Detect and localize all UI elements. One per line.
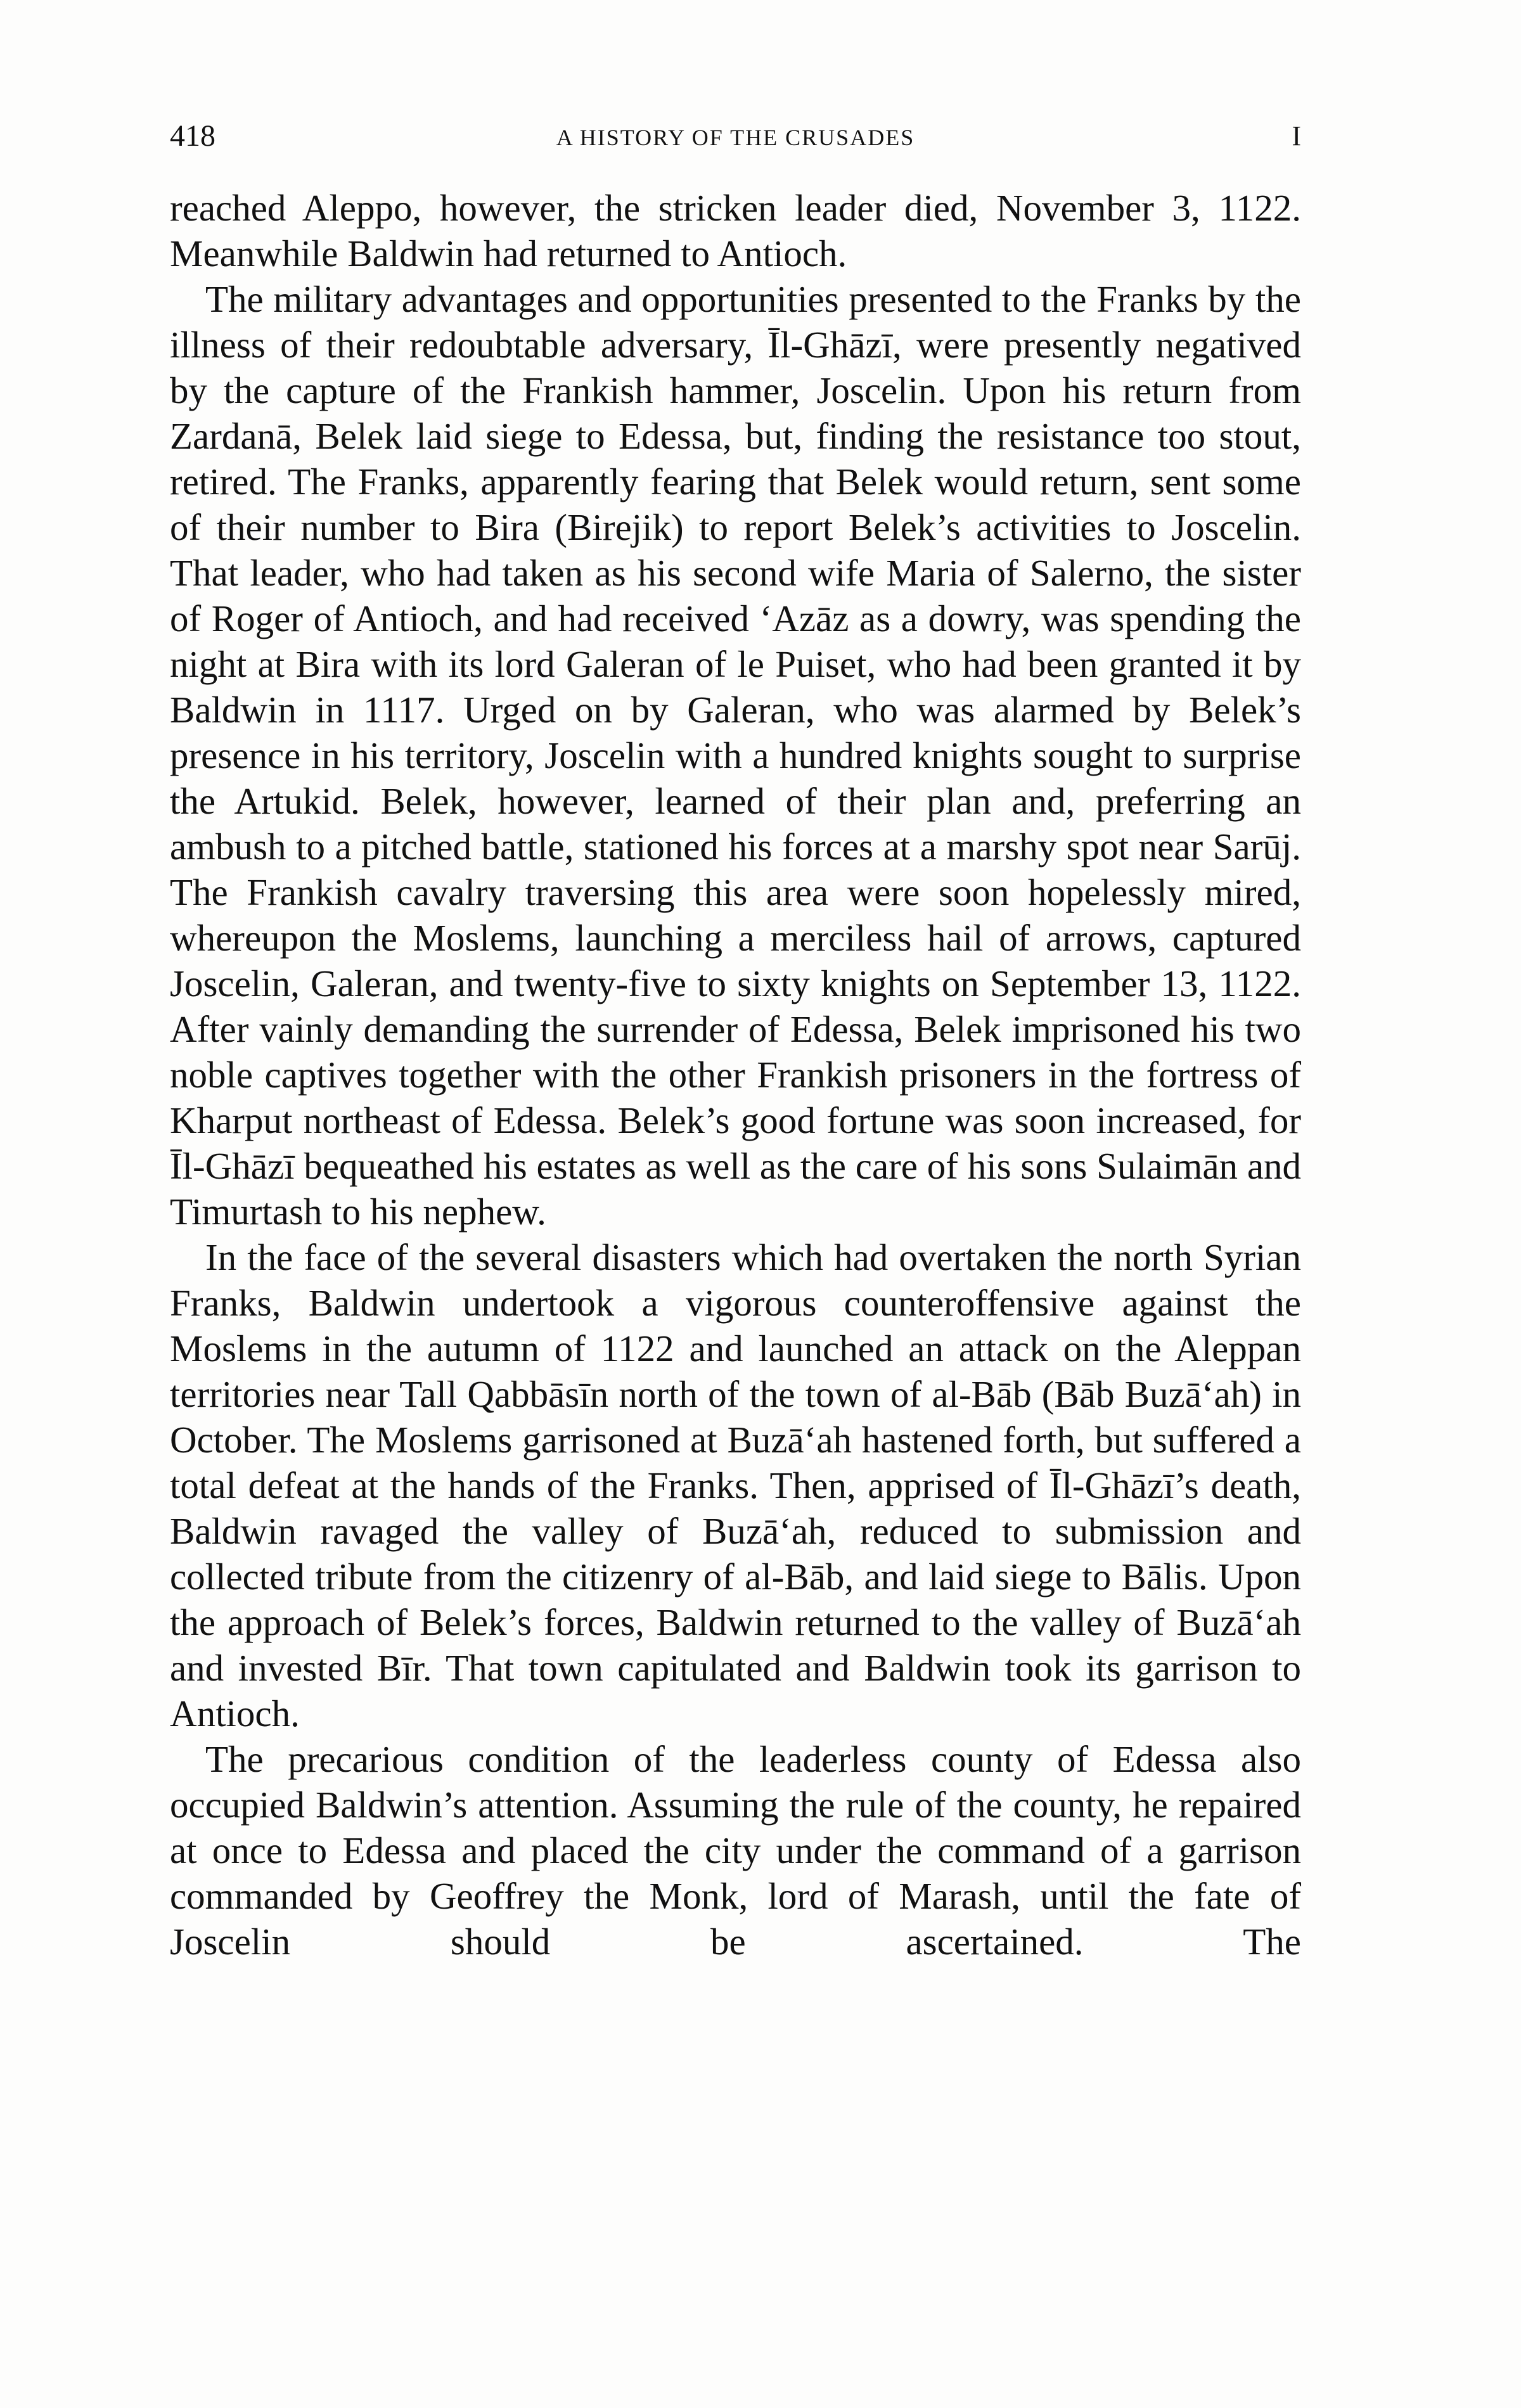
running-title: A HISTORY OF THE CRUSADES (556, 125, 915, 150)
page-number: 418 (170, 119, 215, 153)
paragraph-continuation: reached Aleppo, however, the stricken leader died, November 3, 1122. Meanwhile Baldwin had returned to Antioch. (170, 187, 1301, 274)
paragraph-edessa: The precarious condition of the leaderless county of Edessa also occupied Baldwin’s attention. Assuming the rule of the county, he repaired at once to Edessa and placed the city under the command of a garrison commanded by Geoffrey the Monk, lord of Marash, until the fate of Joscelin should be ascertained. The (170, 1738, 1301, 1963)
running-head (170, 117, 1301, 162)
paragraph-joscelin-capture: The military advantages and opportunities presented to the Franks by the illness of their redoubtable adversary, Īl-Ghāzī, were presently negatived by the capture of the Frankish hammer, Joscelin. Upon his return from Zardanā, Belek laid siege to Edessa, but, finding the resistance too stout, retired. The Franks, apparently fearing that Belek would return, sent some of their number to Bira (Birejik) to report Belek’s activities to Joscelin. That leader, who had taken as his second wife Maria of Salerno, the sister of Roger of Antioch, and had received ‘Azāz as a dowry, was spending the night at Bira with its lord Galeran of le Puiset, who had been granted it by Baldwin in 1117. Urged on by Galeran, who was alarmed by Belek’s presence in his territory, Joscelin with a hundred knights sought to surprise the Artukid. Belek, however, learned of their plan and, preferring an ambush to a pitched battle, stationed his forces at a marshy spot near Sarūj. The Frankish cavalry traversing this area were soon hopelessly mired, whereupon the Moslems, launching a merciless hail of arrows, captured Joscelin, Galeran, and twenty-five to sixty knights on September 13, 1122. After vainly demanding the surrender of Edessa, Belek imprisoned his two noble captives together with the other Frankish prisoners in the fortress of Kharput northeast of Edessa. Belek’s good fortune was soon increased, for Īl-Ghāzī bequeathed his estates as well as the care of his sons Sulaimān and Timurtash to his nephew. (170, 278, 1301, 1233)
body-text (170, 185, 1301, 1964)
paragraph-counteroffensive: In the face of the several disasters which had overtaken the north Syrian Franks, Baldwin undertook a vigorous counteroffensive against the Moslems in the autumn of 1122 and launched an attack on the Aleppan territories near Tall Qabbāsīn north of the town of al-Bāb (Bāb Buzā‘ah) in October. The Moslems garrisoned at Buzā‘ah hastened forth, but suffered a total defeat at the hands of the Franks. Then, apprised of Īl-Ghāzī’s death, Baldwin ravaged the valley of Buzā‘ah, reduced to submission and collected tribute from the citizenry of al-Bāb, and laid siege to Bālis. Upon the approach of Belek’s forces, Baldwin returned to the valley of Buzā‘ah and invested Bīr. That town capitulated and Baldwin took its garrison to Antioch. (170, 1236, 1301, 1734)
chapter-number: I (1292, 120, 1301, 151)
